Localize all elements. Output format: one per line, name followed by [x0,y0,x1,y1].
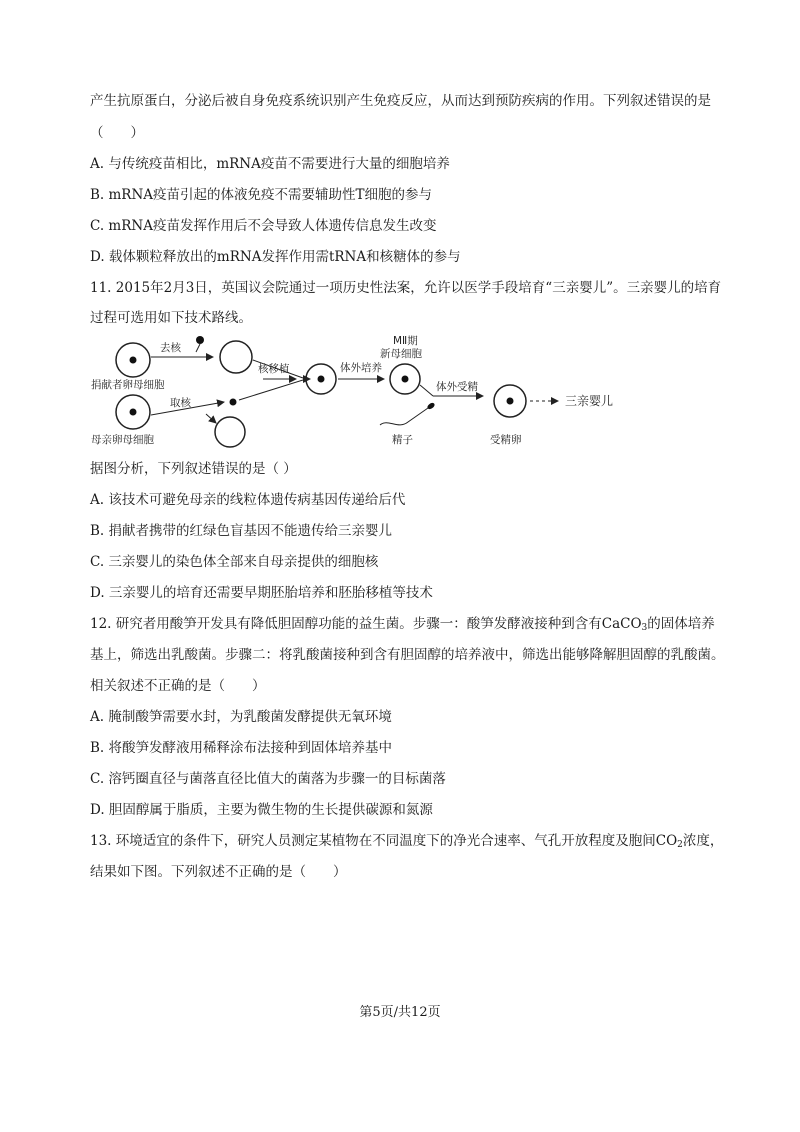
mother-egg-cell [116,395,150,429]
q11-question: 据图分析，下列叙述错误的是（ ） [90,461,297,477]
mother-egg-label: 母亲卵母细胞 [91,434,154,446]
donor-egg-cell [116,343,150,377]
q10-option-b: B. mRNA疫苗引起的体液免疫不需要辅助性T细胞的参与 [90,187,433,203]
q12-option-a: A. 腌制酸笋需要水封，为乳酸菌发酵提供无氧环境 [90,709,392,725]
q10-option-a: A. 与传统疫苗相比，mRNA疫苗不需要进行大量的细胞培养 [90,156,450,172]
q12-option-b: B. 将酸笋发酵液用稀释涂布法接种到固体培养基中 [90,740,393,756]
enucleated-donor-egg [220,341,252,373]
mother-nucleus [230,399,237,406]
q11-option-c: C. 三亲婴儿的染色体全部来自母亲提供的细胞核 [90,554,379,570]
q11-stem-line1: 11. 2015年2月3日，英国议会院通过一项历史性法案，允许以医学手段培育“三亲婴儿”。三亲婴儿的培育 [90,280,722,296]
sperm-label: 精子 [392,434,413,446]
mii-oocyte [390,364,420,394]
q12-option-d: D. 胆固醇属于脂质，主要为微生物的生长提供碳源和氮源 [90,802,433,818]
q13-stem-line2: 结果如下图。下列叙述不正确的是（ ） [90,864,347,880]
q10-option-c: C. mRNA疫苗发挥作用后不会导致人体遗传信息发生改变 [90,218,437,234]
q10-option-d: D. 载体颗粒释放出的mRNA发挥作用需tRNA和核糖体的参与 [90,249,461,265]
q10-stem-tail: 产生抗原蛋白，分泌后被自身免疫系统识别产生免疫反应，从而达到预防疾病的作用。下列叙述错误的是 [90,93,711,109]
sperm-head [426,402,435,411]
mii-label-line2: 新母细胞 [380,348,422,360]
remove-nucleus-label: 去核 [160,342,181,354]
in-vitro-culture-label: 体外培养 [340,362,382,374]
fertilization-line [420,385,433,396]
mii-label-line1: MⅡ期 [393,335,418,347]
q11-stem-line2: 过程可选用如下技术路线。 [90,310,252,326]
nuclear-transfer-label: 核移植 [258,363,290,375]
q12-stem-line3: 相关叙述不正确的是（ ） [90,678,266,694]
page-footer: 第5页/共12页 [359,1005,441,1020]
q12-option-c: C. 溶钙圈直径与菌落直径比值大的菌落为步骤一的目标菌落 [90,771,446,787]
q11-option-d: D. 三亲婴儿的培育还需要早期胚胎培养和胚胎移植等技术 [90,585,433,601]
remnant-arrow [206,414,216,423]
q11-option-a: A. 该技术可避免母亲的线粒体遗传病基因传递给后代 [90,492,406,508]
mother-egg-remnant [215,417,245,447]
removed-nucleus [196,336,204,352]
q10-answer-bracket: （ ） [90,125,144,141]
reconstructed-egg [306,364,336,394]
q12-stem-line2: 基上，筛选出乳酸菌。步骤二：将乳酸菌接种到含有胆固醇的培养液中，筛选出能够降解胆固醇的乳酸菌。 [90,647,725,663]
q11-option-b: B. 捐献者携带的红绿色盲基因不能遗传给三亲婴儿 [90,523,393,539]
three-parent-baby-diagram [88,330,728,455]
donor-egg-label: 捐献者卵母细胞 [91,379,165,391]
result-label: 三亲婴儿 [565,394,614,408]
zygote-cell [494,385,526,417]
q12-stem-line1: 12. 研究者用酸笋开发具有降低胆固醇功能的益生菌。步骤一：酸笋发酵液接种到含有CaCO$_3$的固体培养 [90,616,715,633]
in-vitro-fertilization-label: 体外受精 [436,381,478,393]
q13-stem-line1: 13. 环境适宜的条件下，研究人员测定某植物在不同温度下的净光合速率、气孔开放程度及胞间$CO_2$浓度， [90,833,724,850]
take-nucleus-label: 取核 [170,397,191,409]
zygote-label: 受精卵 [490,434,522,446]
sperm-tail [380,408,428,425]
converge-line-bottom [239,380,303,400]
